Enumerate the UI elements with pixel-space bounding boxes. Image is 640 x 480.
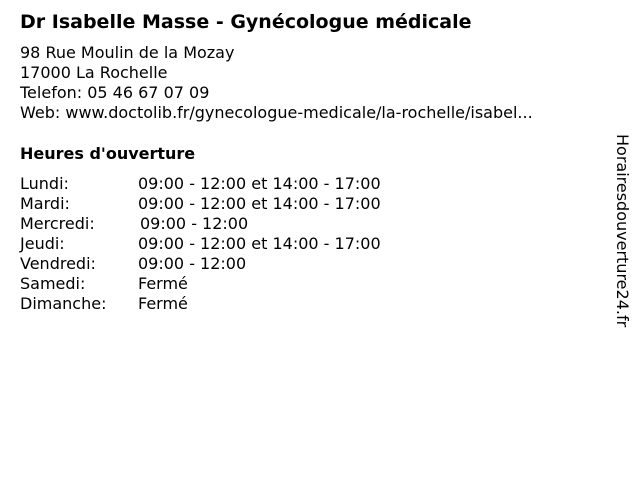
time-value: 09:00 - 12:00 <box>138 254 247 273</box>
website-link[interactable]: Web: www.doctolib.fr/gynecologue-medicale/la-rochelle/isabel... <box>20 103 533 122</box>
day-label: Lundi: <box>20 174 69 193</box>
day-label: Jeudi: <box>20 234 65 253</box>
day-label: Mercredi: <box>20 214 95 233</box>
time-value: 09:00 - 12:00 et 14:00 - 17:00 <box>138 194 381 213</box>
city-address: 17000 La Rochelle <box>20 63 168 82</box>
hours-heading: Heures d'ouverture <box>20 144 196 163</box>
time-value: 09:00 - 12:00 <box>140 214 249 233</box>
time-value: Fermé <box>138 274 188 293</box>
day-label: Dimanche: <box>20 294 107 313</box>
page-title: Dr Isabelle Masse - Gynécologue médicale <box>20 11 472 33</box>
day-label: Mardi: <box>20 194 70 213</box>
street-address: 98 Rue Moulin de la Mozay <box>20 43 235 62</box>
day-label: Samedi: <box>20 274 86 293</box>
phone-number: Telefon: 05 46 67 07 09 <box>20 83 210 102</box>
time-value: 09:00 - 12:00 et 14:00 - 17:00 <box>138 234 381 253</box>
time-value: Fermé <box>138 294 188 313</box>
site-brand-vertical: Horairesdouverture24.fr <box>613 134 632 328</box>
contact-block <box>20 43 533 123</box>
day-label: Vendredi: <box>20 254 96 273</box>
time-value: 09:00 - 12:00 et 14:00 - 17:00 <box>138 174 381 193</box>
